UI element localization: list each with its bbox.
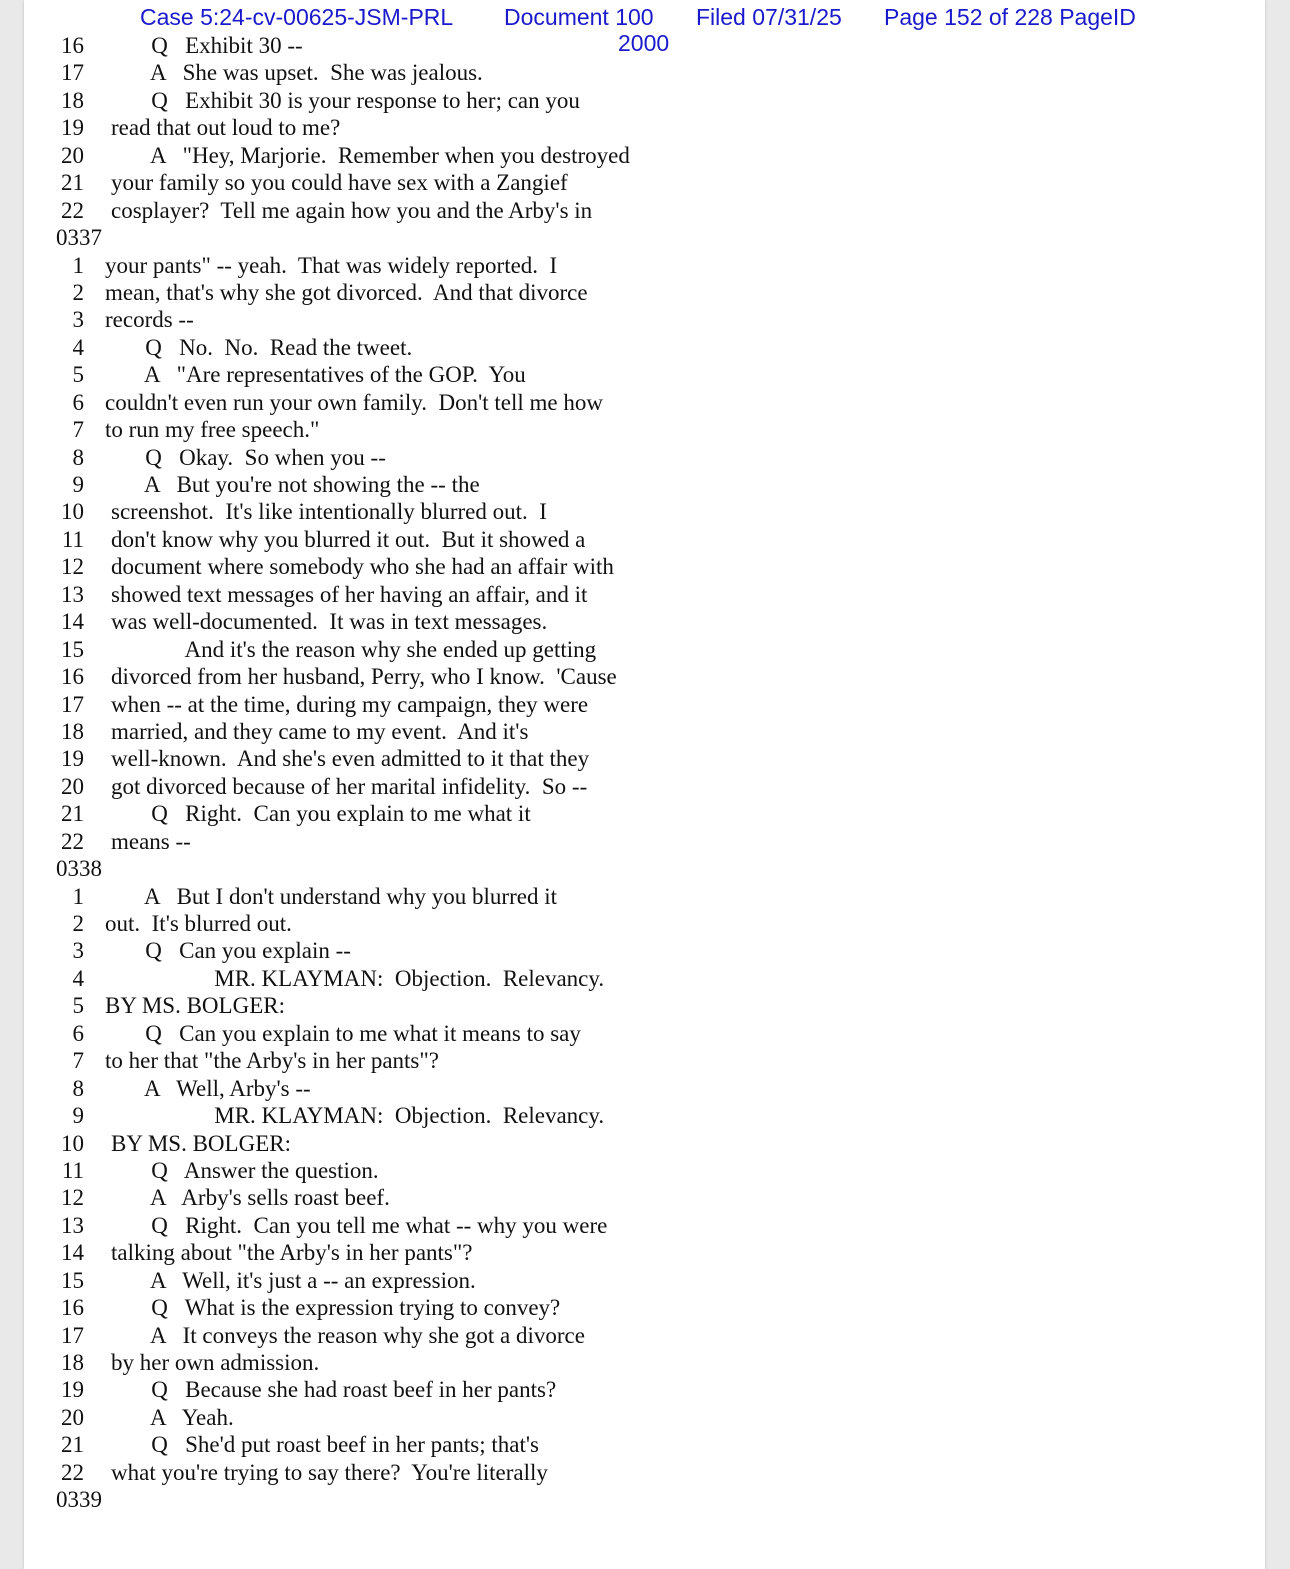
transcript-line [24, 114, 924, 141]
line-number: 22 [61, 1459, 84, 1485]
line-text: got divorced because of her marital infidelity. So -- [111, 773, 588, 799]
line-number: 17 [61, 1322, 84, 1348]
page-marker [24, 224, 924, 251]
line-number: 5 [72, 362, 84, 388]
document-number: Document 100 [504, 4, 654, 30]
line-text: And it's the reason why she ended up getting [111, 636, 597, 662]
transcript-line [24, 691, 924, 718]
line-number: 16 [61, 33, 84, 58]
line-number: 3 [72, 938, 84, 964]
line-text: A She was upset. She was jealous. [111, 60, 483, 86]
deposition-transcript [24, 32, 924, 1514]
line-number: 20 [61, 1404, 84, 1430]
line-number: 22 [61, 197, 84, 223]
line-number: 16 [61, 1295, 84, 1321]
line-text: A Well, Arby's -- [105, 1075, 311, 1101]
transcript-line [24, 992, 924, 1019]
document-page [24, 0, 1265, 1569]
transcript-line [24, 910, 924, 937]
line-number: 17 [61, 60, 84, 86]
line-number: 4 [72, 965, 84, 991]
page-marker-text: 0337 [56, 225, 102, 251]
line-text: MR. KLAYMAN: Objection. Relevancy. [105, 965, 605, 991]
line-text: to run my free speech." [105, 417, 320, 443]
line-number: 15 [61, 1267, 84, 1293]
line-text: divorced from her husband, Perry, who I know. 'Cause [111, 664, 617, 690]
line-number: 18 [61, 87, 84, 113]
line-text: well-known. And she's even admitted to it that they [111, 746, 590, 772]
page-marker [24, 1486, 924, 1513]
line-number: 8 [72, 1075, 84, 1101]
line-text: Q Because she had roast beef in her pants? [111, 1377, 557, 1403]
line-number: 13 [61, 1212, 84, 1238]
line-text: A But you're not showing the -- the [105, 472, 480, 497]
transcript-line [24, 937, 924, 964]
line-text: by her own admission. [111, 1350, 320, 1375]
line-text: your pants" -- yeah. That was widely reported. I [105, 252, 558, 278]
line-text: talking about "the Arby's in her pants"? [111, 1240, 473, 1266]
line-number: 8 [72, 444, 84, 470]
line-number: 13 [61, 581, 84, 607]
transcript-line [24, 1102, 924, 1129]
transcript-line [24, 197, 924, 224]
line-number: 19 [61, 1377, 84, 1403]
line-text: Q No. No. Read the tweet. [105, 334, 413, 360]
line-number: 11 [61, 1157, 84, 1183]
line-text: was well-documented. It was in text messages. [111, 609, 548, 635]
transcript-line [24, 1184, 924, 1211]
line-number: 6 [72, 389, 84, 415]
line-number: 20 [61, 142, 84, 168]
transcript-line [24, 636, 924, 663]
line-text: out. It's blurred out. [105, 911, 292, 936]
transcript-line [24, 1294, 924, 1321]
case-number: Case 5:24-cv-00625-JSM-PRL [140, 4, 454, 30]
line-number: 1 [72, 883, 84, 909]
line-text: Q Exhibit 30 -- [111, 33, 303, 58]
line-text: A Well, it's just a -- an expression. [111, 1267, 476, 1293]
transcript-line [24, 334, 924, 361]
transcript-line [24, 252, 924, 279]
transcript-line [24, 553, 924, 580]
page-marker [24, 855, 924, 882]
transcript-line [24, 279, 924, 306]
transcript-line [24, 718, 924, 745]
line-text: read that out loud to me? [111, 115, 341, 141]
transcript-line [24, 581, 924, 608]
line-number: 14 [61, 1240, 84, 1266]
transcript-line [24, 1459, 924, 1486]
transcript-line [24, 416, 924, 443]
transcript-line [24, 1376, 924, 1403]
line-number: 5 [72, 993, 84, 1019]
transcript-line [24, 800, 924, 827]
line-number: 18 [61, 718, 84, 744]
transcript-line [24, 883, 924, 910]
transcript-line [24, 1075, 924, 1102]
line-number: 22 [61, 828, 84, 854]
line-text: BY MS. BOLGER: [111, 1130, 291, 1156]
transcript-line [24, 87, 924, 114]
transcript-line [24, 1130, 924, 1157]
line-text: Q Can you explain -- [105, 938, 351, 964]
transcript-line [24, 444, 924, 471]
line-number: 16 [61, 664, 84, 690]
line-number: 11 [61, 526, 84, 552]
line-text: Q Okay. So when you -- [105, 444, 386, 470]
transcript-line [24, 59, 924, 86]
line-text: means -- [111, 828, 191, 854]
line-text: don't know why you blurred it out. But it showed a [111, 526, 586, 552]
transcript-line [24, 1431, 924, 1458]
line-number: 9 [72, 1103, 84, 1129]
line-number: 12 [61, 554, 84, 580]
line-text: Q Right. Can you explain to me what it [111, 801, 531, 827]
transcript-line [24, 389, 924, 416]
line-number: 21 [61, 801, 84, 827]
line-number: 12 [61, 1185, 84, 1211]
line-number: 17 [61, 691, 84, 717]
transcript-line [24, 306, 924, 333]
transcript-line [24, 1404, 924, 1431]
line-number: 2 [72, 911, 84, 936]
line-text: A Arby's sells roast beef. [111, 1185, 390, 1211]
line-text: BY MS. BOLGER: [105, 993, 285, 1019]
line-text: mean, that's why she got divorced. And that divorce [105, 279, 588, 305]
line-text: MR. KLAYMAN: Objection. Relevancy. [105, 1103, 605, 1129]
line-number: 21 [61, 1432, 84, 1458]
transcript-line [24, 1322, 924, 1349]
transcript-line [24, 828, 924, 855]
line-text: married, and they came to my event. And it's [111, 718, 529, 744]
transcript-line [24, 663, 924, 690]
line-text: couldn't even run your own family. Don't tell me how [105, 389, 604, 415]
line-number: 15 [61, 636, 84, 662]
transcript-line [24, 361, 924, 388]
line-text: Q Can you explain to me what it means to say [105, 1020, 581, 1046]
line-number: 21 [61, 170, 84, 196]
page-number: Page 152 of 228 PageID [884, 4, 1136, 30]
line-number: 10 [61, 1130, 84, 1156]
line-number: 7 [72, 1048, 84, 1074]
line-text: Q She'd put roast beef in her pants; that's [111, 1432, 539, 1458]
line-text: Q Exhibit 30 is your response to her; can you [111, 87, 580, 113]
line-text: cosplayer? Tell me again how you and the Arby's in [111, 197, 593, 223]
line-text: document where somebody who she had an affair with [111, 554, 614, 580]
transcript-line [24, 1267, 924, 1294]
line-number: 4 [72, 334, 84, 360]
line-number: 2 [72, 279, 84, 305]
line-text: A "Hey, Marjorie. Remember when you destroyed [111, 142, 630, 168]
line-text: when -- at the time, during my campaign, they were [111, 691, 589, 717]
line-text: Q What is the expression trying to convey? [111, 1295, 561, 1321]
page-marker-text: 0338 [56, 856, 102, 882]
line-number: 3 [72, 307, 84, 333]
line-text: what you're trying to say there? You're literally [111, 1459, 548, 1485]
line-number: 14 [61, 609, 84, 635]
line-text: your family so you could have sex with a Zangief [111, 170, 568, 196]
transcript-line [24, 1157, 924, 1184]
line-text: A Yeah. [111, 1404, 234, 1430]
transcript-line [24, 745, 924, 772]
line-text: A But I don't understand why you blurred it [105, 883, 557, 909]
line-text: screenshot. It's like intentionally blurred out. I [111, 499, 547, 525]
line-number: 10 [61, 499, 84, 525]
transcript-line [24, 526, 924, 553]
transcript-line [24, 1020, 924, 1047]
line-number: 19 [61, 115, 84, 141]
line-text: Q Right. Can you tell me what -- why you were [111, 1212, 608, 1238]
transcript-line [24, 1047, 924, 1074]
transcript-line [24, 773, 924, 800]
line-number: 19 [61, 746, 84, 772]
line-text: to her that "the Arby's in her pants"? [105, 1048, 439, 1074]
transcript-line [24, 471, 924, 498]
line-number: 18 [61, 1350, 84, 1375]
transcript-line [24, 965, 924, 992]
transcript-line [24, 498, 924, 525]
line-number: 6 [72, 1020, 84, 1046]
transcript-line [24, 142, 924, 169]
transcript-line [24, 169, 924, 196]
transcript-line [24, 1239, 924, 1266]
transcript-line [24, 608, 924, 635]
page-marker-text: 0339 [56, 1487, 102, 1513]
line-text: Q Answer the question. [111, 1157, 379, 1183]
line-number: 1 [72, 252, 84, 278]
line-text: records -- [105, 307, 194, 333]
line-text: A "Are representatives of the GOP. You [105, 362, 526, 388]
line-text: A It conveys the reason why she got a divorce [111, 1322, 585, 1348]
transcript-line [24, 1212, 924, 1239]
line-number: 9 [72, 472, 84, 497]
line-number: 7 [72, 417, 84, 443]
line-number: 20 [61, 773, 84, 799]
filed-date: Filed 07/31/25 [696, 4, 842, 30]
document-number-continued: 2000 [618, 30, 670, 56]
line-text: showed text messages of her having an affair, and it [111, 581, 588, 607]
transcript-line [24, 32, 924, 59]
transcript-line [24, 1349, 924, 1376]
